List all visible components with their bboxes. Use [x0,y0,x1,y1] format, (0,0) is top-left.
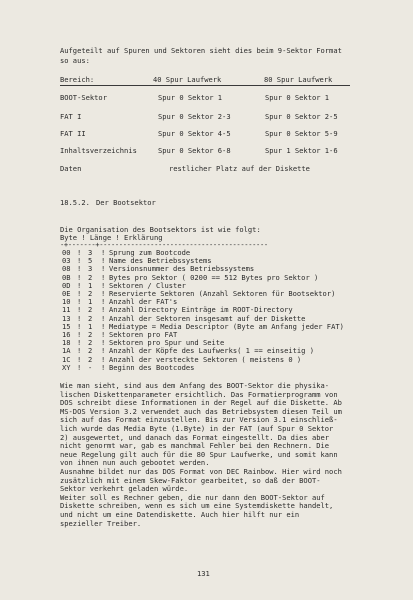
col-sep: ! [101,256,106,266]
table-row [0,363,413,371]
col-sep: ! [101,248,106,257]
paragraph-line: sich auf das Format einzustellen. Bis zur Version 3.1 einschließ- [60,415,338,425]
col-sep: ! [77,280,82,290]
sector-table-rule [60,85,350,86]
paragraph-line: spezieller Treiber. [60,518,142,528]
len-cell: 2 [88,305,93,315]
sector-row-40: Spur 0 Sektor 6-8 [158,146,231,155]
desc-cell: Anzahl der FAT's [109,297,178,307]
col-sep: ! [101,297,106,307]
desc-cell: Sprung zum Bootcode [109,248,191,257]
col-sep: ! [101,305,106,315]
len-cell: 1 [88,321,93,331]
table-row [0,305,413,313]
col-sep: ! [101,330,106,339]
len-cell: 1 [88,280,93,290]
paragraph-line: Diskette schreiben, wenn es sich um eine Systemdiskette handelt, [60,501,334,511]
table-row [0,248,413,256]
col-sep: ! [77,338,82,348]
sector-row-area: Inhaltsverzeichnis [60,146,137,155]
paragraph-line: und nicht um eine Datendiskette. Auch hier hilft nur ein [60,510,300,519]
sector-row-80: Spur 1 Sektor 1-6 [265,146,338,155]
table-row [0,256,413,264]
byte-cell: 13 [62,313,71,323]
byte-cell: 03 [62,256,71,266]
byte-cell: 0E [62,289,71,298]
col-sep: ! [101,321,106,331]
len-cell: 2 [88,330,93,339]
desc-cell: Anzahl der Köpfe des Laufwerks( 1 == einseitig ) [109,346,314,356]
desc-cell: Bytes pro Sektor ( 0200 == 512 Bytes pro Sektor ) [109,272,319,282]
table-row [0,314,413,322]
len-cell: 2 [88,272,93,282]
col-sep: ! [77,321,82,331]
len-cell: 2 [88,346,93,356]
byte-cell: 10 [62,297,71,307]
table-row [0,273,413,281]
len-cell: 2 [88,354,93,364]
sector-row-40: Spur 0 Sektor 2-3 [158,112,231,121]
sector-row-80: Spur 0 Sektor 5-9 [265,129,338,138]
col-sep: ! [77,354,82,364]
sector-table-header-40: 40 Spur Laufwerk [153,75,222,84]
len-cell: - [88,362,93,372]
desc-cell: Versionsnummer des Betriebssystems [109,264,255,274]
page-number: 131 [197,569,210,578]
table-row [0,281,413,289]
org-header: Byte ! Länge ! Erklärung [60,233,163,242]
paragraph-line: Wie man sieht, sind aus dem Anfang des BOOT-Sektor die physika- [60,381,330,390]
paragraph-line: DOS schreibt diese Informationen in der Regel auf die Diskette. Ab [60,398,342,408]
table-row [0,346,413,354]
sector-row-40: Spur 0 Sektor 4-5 [158,129,231,138]
byte-cell: 08 [62,264,71,274]
desc-cell: Beginn des Bootcodes [109,362,195,372]
table-row [0,330,413,338]
sector-row-area: FAT II [60,129,86,138]
table-row [0,264,413,272]
byte-cell: 16 [62,330,71,339]
desc-cell: Mediatype = Media Descriptor (Byte am Anfang jeder FAT) [109,321,344,331]
byte-cell: 0B [62,272,71,282]
col-sep: ! [77,289,82,298]
paragraph-line: MS-DOS Version 3.2 verwendet auch das Betriebsystem diesen Teil um [60,406,342,416]
col-sep: ! [77,313,82,323]
table-row [0,338,413,346]
col-sep: ! [101,280,106,290]
paragraph-line: neue Regelung gilt auch für die 80 Spur Laufwerke, und somit kann [60,449,338,459]
byte-cell: 1A [62,346,71,356]
col-sep: ! [101,354,106,364]
col-sep: ! [77,297,82,307]
intro-line-1: Aufgeteilt auf Spuren und Sektoren sieht dies beim 9-Sektor Format [60,46,342,55]
sector-row-area: FAT I [60,112,82,121]
len-cell: 2 [88,313,93,323]
sector-row-80: Spur 0 Sektor 1 [265,93,330,102]
paragraph-line: lich wurde das Media Byte (1.Byte) in der FAT (auf Spur 0 Sektor [60,424,334,433]
paragraph-line: Sektor verkehrt geladen würde. [60,484,189,494]
sector-row-80: Spur 0 Sektor 2-5 [265,112,338,121]
section-title: Der Bootsektor [96,198,156,207]
col-sep: ! [101,362,106,372]
body-paragraph [60,381,360,541]
paragraph-line: von ihnen nun auch gebootet werden. [60,458,210,468]
byte-cell: 18 [62,338,71,348]
col-sep: ! [77,305,82,315]
byte-cell: XY [62,362,71,372]
byte-cell: 11 [62,305,71,315]
intro-line-2: so aus: [60,56,90,65]
paragraph-line: Ausnahme bildet nur das DOS Format von DEC Rainbow. Hier wird noch [60,467,342,476]
col-sep: ! [101,338,106,348]
table-row [0,297,413,305]
col-sep: ! [77,362,82,372]
len-cell: 3 [88,248,93,257]
col-sep: ! [77,272,82,282]
len-cell: 1 [88,297,93,307]
desc-cell: Anzahl Directory Einträge im ROOT-Directory [109,305,293,315]
sector-data-text: restlicher Platz auf der Diskette [169,164,310,173]
len-cell: 5 [88,256,93,266]
desc-cell: Sektoren pro FAT [109,330,178,339]
paragraph-line: nicht genormt war, gab es manchmal Fehler bei den Rechnern. Die [60,441,330,451]
sector-table-header-80: 80 Spur Laufwerk [264,75,333,84]
sector-row-area: BOOT-Sektor [60,93,107,102]
table-row [0,289,413,297]
col-sep: ! [77,330,82,339]
desc-cell: Reservierte Sektoren (Anzahl Sektoren für Bootsektor) [109,289,336,298]
org-separator: -+-------+------------------------------------------- [60,240,268,249]
sector-row-40: Spur 0 Sektor 1 [158,93,223,102]
col-sep: ! [77,264,82,274]
len-cell: 3 [88,264,93,274]
col-sep: ! [101,289,106,298]
col-sep: ! [77,248,82,257]
col-sep: ! [101,313,106,323]
desc-cell: Name des Betriebssystems [109,256,212,266]
col-sep: ! [77,256,82,266]
paragraph-line: lischen Diskettenparameter ersichtlich. Das Formatierprogramm von [60,389,338,399]
byte-cell: 1C [62,354,71,364]
paragraph-line: 2) ausgewertet, und danach das Format eingestellt. Da dies aber [60,432,330,442]
table-row [0,322,413,330]
desc-cell: Sektoren pro Spur und Seite [109,338,225,348]
section-number: 18.5.2. [60,198,90,207]
org-intro: Die Organisation des Bootsektors ist wie folgt: [60,225,261,234]
col-sep: ! [101,346,106,356]
paragraph-line: Weiter soll es Rechner geben, die nur dann den BOOT-Sektor auf [60,492,325,502]
byte-cell: 15 [62,321,71,331]
desc-cell: Anzahl der versteckte Sektoren ( meistens 0 ) [109,354,302,364]
len-cell: 2 [88,338,93,348]
len-cell: 2 [88,289,93,298]
paragraph-line: zusätzlich mit einem Skew-Faktor gearbeitet, so daß der BOOT- [60,475,321,485]
col-sep: ! [101,264,106,274]
byte-cell: 0D [62,280,71,290]
col-sep: ! [101,272,106,282]
col-sep: ! [77,346,82,356]
desc-cell: Sektoren / Cluster [109,280,186,290]
table-row [0,355,413,363]
org-table [0,248,413,378]
sector-data-area: Daten [60,164,82,173]
sector-table-header-area: Bereich: [60,75,95,84]
byte-cell: 00 [62,248,71,257]
desc-cell: Anzahl der Sektoren insgesamt auf der Diskette [109,313,306,323]
